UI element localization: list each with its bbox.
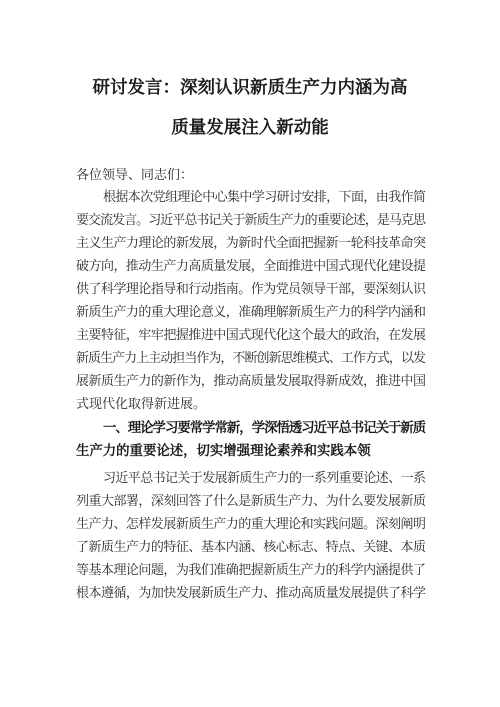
section-heading-line: 一、理论学习要常学常新，学深悟透习近平总书记关于新质 <box>103 421 426 436</box>
paragraph-1-line: 破方向，推动生产力高质量发展，全面推进中国式现代化建设提 <box>76 259 426 274</box>
paragraph-2-line: 习近平总书记关于发展新质生产力的一系列重要论述、一系 <box>103 471 426 486</box>
paragraph-1-line: 新质生产力上主动担当作为，不断创新思维模式、工作方式，以发 <box>76 351 426 366</box>
paragraph-1-line: 根据本次党组理论中心集中学习研讨安排，下面，由我作简 <box>103 190 426 205</box>
paragraph-2-line: 生产力、怎样发展新质生产力的重大理论和实践问题。深刻阐明 <box>76 517 426 532</box>
paragraph-2-line: 等基本理论问题，为我们准确把握新质生产力的科学内涵提供了 <box>76 563 426 578</box>
paragraph-2-line: 根本遵循，为加快发展新质生产力、推动高质量发展提供了科学 <box>76 586 426 601</box>
section-heading-line: 生产力的重要论述，切实增强理论素养和实践本领 <box>76 444 371 459</box>
paragraph-1-line: 式现代化取得新进展。 <box>76 397 207 412</box>
paragraph-1-line: 主要特征，牢牢把握推进中国式现代化这个最大的政治，在发展 <box>76 328 426 343</box>
paragraph-1-line: 供了科学理论指导和行动指南。作为党员领导干部，要深刻认识 <box>76 282 426 297</box>
paragraph-2-line: 列重大部署，深刻回答了什么是新质生产力、为什么要发展新质 <box>76 494 426 509</box>
paragraph-1-line: 主义生产力理论的新发展，为新时代全面把握新一轮科技革命突 <box>76 236 426 251</box>
paragraph-1-line: 展新质生产力的新作为，推动高质量发展取得新成效，推进中国 <box>76 374 426 389</box>
paragraph-1-line: 新质生产力的重大理论意义，准确理解新质生产力的科学内涵和 <box>76 305 426 320</box>
document-title-line-2: 质量发展注入新动能 <box>171 118 329 138</box>
paragraph-2-line: 了新质生产力的特征、基本内涵、核心标志、特点、关键、本质 <box>76 540 426 555</box>
document-title-line-1: 研讨发言：深刻认识新质生产力内涵为高 <box>92 78 408 98</box>
salutation: 各位领导、同志们： <box>76 168 194 183</box>
paragraph-1-line: 要交流发言。习近平总书记关于新质生产力的重要论述，是马克思 <box>76 213 426 228</box>
